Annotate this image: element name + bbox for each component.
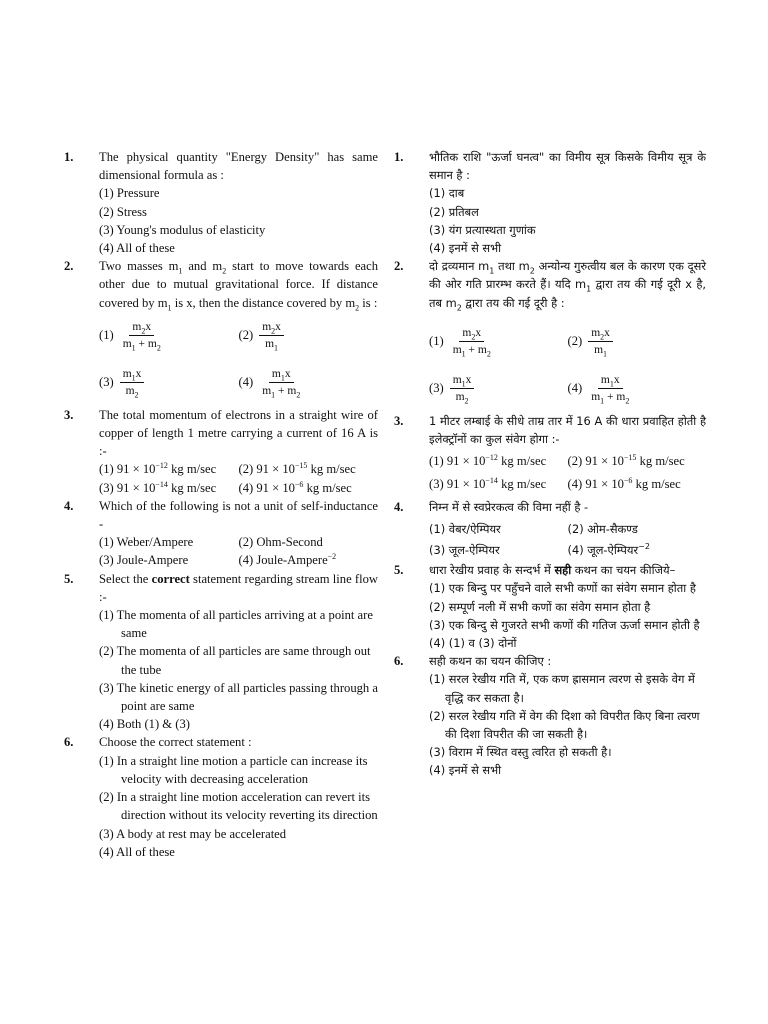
option-3: (3) जूल-ऐम्पियर [429,543,500,558]
option-4: (4) $\frac{m_1x}{m_1 + m_2}$ [238,367,301,400]
option-2: (2) प्रतिबल [429,204,479,219]
question-stem: भौतिक राशि "ऊर्जा घनत्व" का विमीय सूत्र किसके विमीय सूत्र के समान है : [429,150,706,183]
option-1: (1) सरल रेखीय गति में, एक कण ह्रासमान त्वरण से इसके वेग में वृद्धि कर सकता है। [429,672,695,705]
question-number: 1. [394,150,404,164]
option-1: (1) वेबर/ऐम्पियर [429,521,501,536]
question-number: 2. [64,259,74,274]
option-2: (2) Stress [99,204,147,219]
question-stem: Select the correct statement regarding stream line flow :- [99,571,378,604]
option-1: (1) In a straight line motion a particle can increase its velocity with decreasing acceleration [99,753,368,786]
question-stem: Which of the following is not a unit of self-inductance - [99,498,378,532]
option-3: (3) विराम में स्थित वस्तु त्वरित हो सकती है। [429,745,612,760]
option-2: (2) $91 \times 10^{-15}$ kg m/sec [238,461,356,477]
option-2: (2) सरल रेखीय गति में वेग की दिशा को विपरीत किए बिना त्वरण की दिशा विपरीत की जा सकती है। [429,708,700,742]
question-number: 5. [64,571,74,586]
option-2: (2) $\frac{m_2x}{m_1}$ [568,326,707,357]
question-2-en [64,257,378,398]
option-3: (3) यंग प्रत्यास्थता गुणांक [429,222,536,237]
option-3: (3) $91 \times 10^{-14}$ kg m/sec [99,479,217,495]
option-2: (2) In a straight line motion acceleration can revert its direction without its velocity reverting its direction [99,790,378,823]
option-4: (4) All of these [99,241,175,256]
question-number: 3. [64,407,74,422]
question-stem: Choose the correct statement : [99,735,252,750]
option-3: (3) $91 \times 10^{-14}$ kg m/sec [429,476,547,492]
question-stem: निम्न में से स्वप्रेरकत्व की विमा नहीं है - [429,499,589,514]
option-3: (3) A body at rest may be accelerated [99,826,287,841]
question-2-hi [394,257,706,404]
option-2: (2) सम्पूर्ण नली में सभी कणों का संवेग समान होता है [429,599,651,614]
option-4: (4) (1) व (3) दोनों [429,636,517,651]
option-3: (3) $\frac{m_1x}{m_2}$ [429,373,568,404]
option-3: (3) $\frac{m_1x}{m_2}$ [99,367,239,398]
option-3: (3) The kinetic energy of all particles passing through a point are same [99,680,378,714]
question-number: 6. [64,735,74,750]
question-stem: दो द्रव्यमान $m_1$ तथा $m_2$ अन्योन्य गुरुत्वीय बल के कारण एक दूसरे की ओर गति प्रारम्भ करते हैं। यदि $m_1$ द्वारा तय की गई दूरी x है, तब $m_2$ द्वारा तय की गई दूरी है : [429,259,706,312]
option-4: (4) $91 \times 10^{-6}$ kg m/sec [567,476,681,492]
question-4-hi [394,498,706,560]
option-4: (4) All of these [99,844,175,859]
question-stem: 1 मीटर लम्बाई के सीधे ताम्र तार में 16 A की धारा प्रवाहित होती है इलेक्ट्रॉनों का कुल संवेग होगा :- [429,413,706,447]
question-5-hi [394,561,706,652]
question-3-hi [394,412,706,494]
option-2: (2) $91 \times 10^{-15}$ kg m/sec [567,453,685,469]
option-1: (1) The momenta of all particles arriving at a point are same [99,608,373,641]
question-6-en [64,733,378,860]
question-stem: The total momentum of electrons in a straight wire of copper of length 1 metre carrying a current of 16 A is :- [99,407,378,459]
option-1: (1) एक बिन्दु पर पहुँचने वाले सभी कणों का संवेग समान होता है [429,581,696,596]
option-1: (1) $\frac{m_2x}{m_1 + m_2}$ [429,326,491,359]
option-1: (1) $\frac{m_2x}{m_1 + m_2}$ [99,320,161,353]
question-1-en [64,148,378,257]
option-4: (4) इनमें से सभी [429,241,502,256]
option-2: (2) ओम-सैकण्ड [567,521,638,536]
question-number: 1. [64,150,74,164]
option-1: (1) Pressure [99,186,160,201]
option-4: (4) इनमें से सभी [429,763,502,778]
question-1-hi [394,148,706,257]
question-4-en [64,497,378,570]
hindi-column [394,148,706,780]
question-number: 4. [394,499,404,514]
option-1: (1) $91 \times 10^{-12}$ kg m/sec [99,461,217,477]
question-6-hi [394,652,706,779]
option-3: (3) एक बिन्दु से गुजरते सभी कणों की गतिज ऊर्जा समान होती है [429,617,700,632]
question-stem: सही कथन का चयन कीजिए : [429,654,552,669]
question-number: 5. [394,563,404,578]
option-2: (2) The momenta of all particles are same through out the tube [99,644,371,677]
option-4: (4) जूल-ऐम्पियर$^{-2}$ [567,542,650,558]
option-4: (4) Both (1) & (3) [99,717,190,732]
question-stem: धारा रेखीय प्रवाह के सन्दर्भ में सही कथन का चयन कीजिये– [429,563,676,578]
option-1: (1) Weber/Ampere [99,535,194,550]
option-2: (2) Ohm-Second [238,535,323,550]
question-5-en [64,570,378,734]
question-number: 3. [394,413,404,428]
option-3: (3) Young's modulus of elasticity [99,222,266,237]
question-number: 4. [64,498,74,513]
option-4: (4) $91 \times 10^{-6}$ kg m/sec [238,479,352,495]
option-1: (1) दाब [429,186,465,201]
option-2: (2) $\frac{m_2x}{m_1}$ [239,320,379,351]
question-number: 2. [394,259,404,274]
question-3-en [64,406,378,497]
option-3: (3) Joule-Ampere [99,553,189,568]
question-number: 6. [394,654,404,669]
option-4: (4) Joule-Ampere$^{-2}$ [238,552,337,568]
option-1: (1) $91 \times 10^{-12}$ kg m/sec [429,453,547,469]
option-4: (4) $\frac{m_1x}{m_1 + m_2}$ [567,373,630,406]
english-column [64,148,378,861]
fraction-options [99,320,378,398]
question-stem: Two masses $m_1$ and $m_2$ start to move towards each other due to mutual gravitational force. If distance covered by $m_1$ is x, then the distance covered by $m_2$ is : [99,259,379,313]
fraction-options [429,326,706,404]
question-stem: The physical quantity "Energy Density" has same dimensional formula as : [99,150,378,183]
